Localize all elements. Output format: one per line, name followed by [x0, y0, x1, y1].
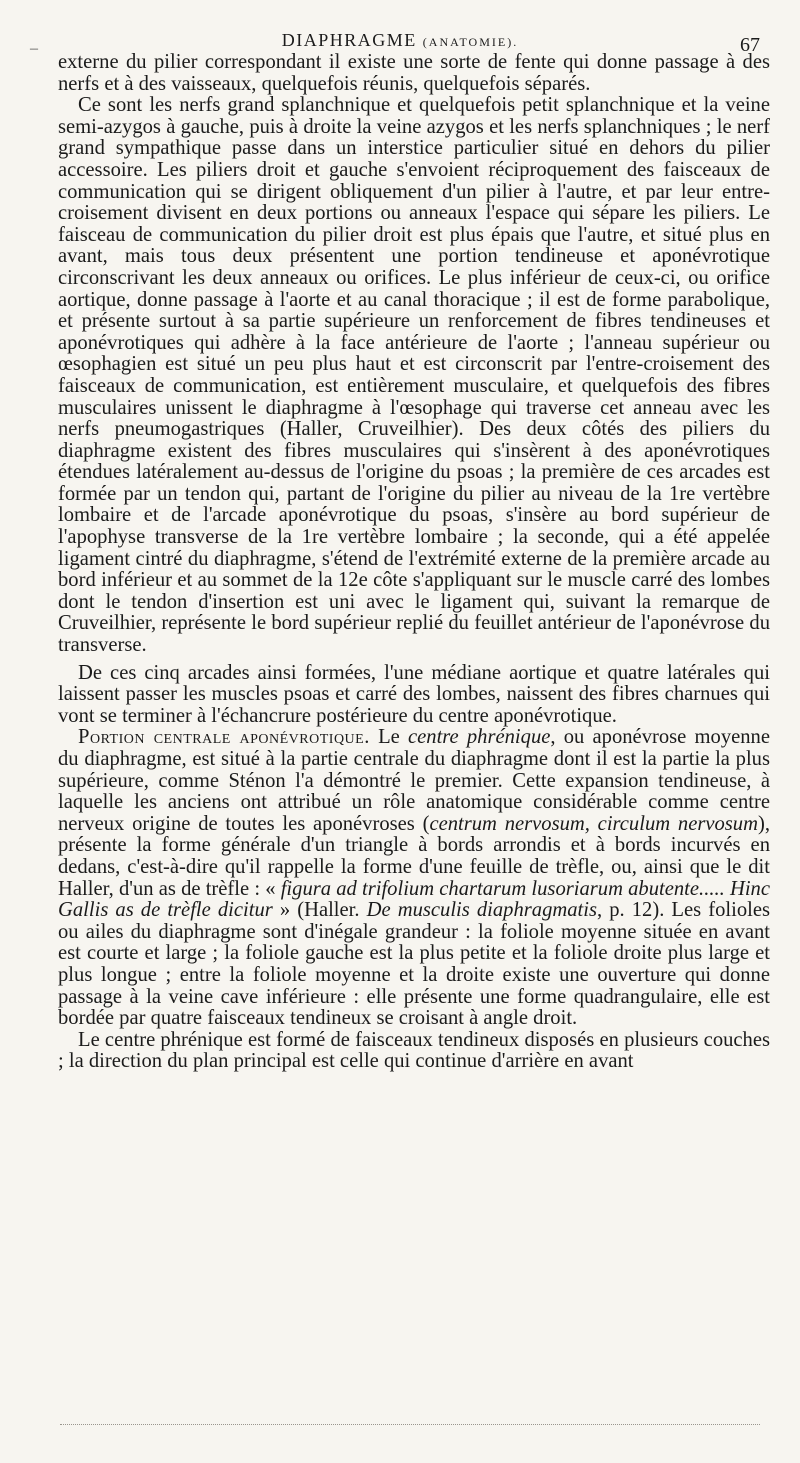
margin-dash: –: [30, 40, 38, 57]
header-title: DIAPHRAGME: [281, 30, 417, 50]
article-body: [58, 52, 770, 1073]
text-run: , ou aponévrose moyenne du diaphragme, est situé à la partie centrale du diaphragme dont il est la partie la plus supérieure, comme Sténon l'a démontré le premier. Cette expansion tendineuse, à laquelle les anciens ont attribué un rôle anatomique considérable comme centre nerveux origine de toutes les aponévroses (: [58, 726, 770, 835]
bottom-rule: [60, 1424, 760, 1425]
text-run: ), présente la forme générale d'un triangle à bords arrondis et à bords incurvés en dedans, c'est-à-dire qu'il rappelle la forme d'une feuille de trèfle, ou, ainsi que le dit Haller, d'un as de trèfle : «: [58, 812, 770, 900]
italic-term: centrum nervosum, circulum nervosum: [429, 812, 758, 835]
text-run: » (Haller.: [272, 899, 367, 922]
section-lead: Portion centrale aponévrotique.: [78, 726, 370, 749]
text-run: , p. 12). Les folioles ou ailes du diaphragme sont d'inégale grandeur : la foliole moyenne située en avant est courte et large ; la foliole gauche est la plus petite et la foliole droite plus large et plus longue ; entre la foliole moyenne et la droite existe une ouverture qui donne passage à la veine cave inférieure : elle présente une forme quadrangulaire, elle est bordée par quatre faisceaux tendineux se croisant à angle droit.: [58, 899, 770, 1030]
italic-term: centre phrénique: [408, 726, 551, 749]
italic-citation: De musculis diaphragmatis: [366, 899, 597, 922]
paragraph-last: Le centre phrénique est formé de faisceaux tendineux disposés en plusieurs couches ; la direction du plan principal est celle qui continue d'arrière en avant: [58, 1028, 770, 1073]
text-run: Le: [369, 726, 408, 749]
paragraph-portion-centrale: [58, 727, 770, 1029]
header-subtitle: (ANATOMIE).: [422, 35, 519, 49]
paragraph-2: Ce sont les nerfs grand splanchnique et quelquefois petit splanchnique et la veine semi-azygos à gauche, puis à droite la veine azygos et les nerfs splanchniques ; le nerf grand sympathique passe dans un interstice particulier situé en dehors du pilier accessoire. Les piliers droit et gauche s'envoient réciproquement des faisceaux de communication qui se dirigent obliquement d'un pilier à l'autre, et par leur entre-croisement divisent en deux portions ou anneaux l'espace qui sépare les piliers. Le faisceau de communication du pilier droit est plus épais que l'autre, et situé plus en avant, mais tous deux présentent une portion tendineuse et aponévrotique circonscrivant les deux anneaux ou orifices. Le plus inférieur de ceux-ci, ou orifice aortique, donne passage à l'aorte et au canal thoracique ; il est de forme parabolique, et présente surtout à sa partie supérieure un renforcement de fibres tendineuses et aponévrotiques qui adhère à la face antérieure de l'aorte ; l'anneau supérieur ou œsophagien est situé un peu plus haut et est circonscrit par l'entre-croisement des faisceaux de communication, est entièrement musculaire, et quelquefois des fibres musculaires unissent le diaphragme à l'œsophage qui traverse cet anneau avec les nerfs pneumogastriques (Haller, Cruveilhier). Des deux côtés des piliers du diaphragme existent des fibres musculaires qui s'insèrent à des aponévrotiques étendues latéralement au-dessus de l'origine du psoas ; la première de ces arcades est formée par un tendon qui, partant de l'origine du pilier au niveau de la 1re vertèbre lombaire et de l'arcade aponévrotique du psoas, s'insère au bord supérieur de l'apophyse transverse de la 1re vertèbre lombaire ; la seconde, qui a été appelée ligament cintré du diaphragme, s'étend de l'extrémité externe de la première arcade au bord inférieur et au sommet de la 12e côte s'appliquant sur le muscle carré des lombes dont le tendon d'insertion est uni avec le ligament qui, suivant la remarque de Cruveilhier, représente le bord supérieur replié du feuillet antérieur de l'aponévrose du transverse.: [58, 94, 770, 657]
running-title: [0, 30, 800, 51]
paragraph-1: externe du pilier correspondant il existe une sorte de fente qui donne passage à des nerfs et à des vaisseaux, quelquefois réunis, quelquefois séparés.: [58, 51, 770, 95]
italic-quote: figura ad trifolium chartarum lusoriarum abutente..... Hinc Gallis as de trèfle dicitur: [58, 877, 770, 922]
page-number: 67: [740, 34, 760, 56]
paragraph-3: De ces cinq arcades ainsi formées, l'une médiane aortique et quatre latérales qui laissent passer les muscles psoas et carré des lombes, naissent des fibres charnues qui vont se terminer à l'échancrure postérieure du centre aponévrotique.: [58, 661, 770, 727]
